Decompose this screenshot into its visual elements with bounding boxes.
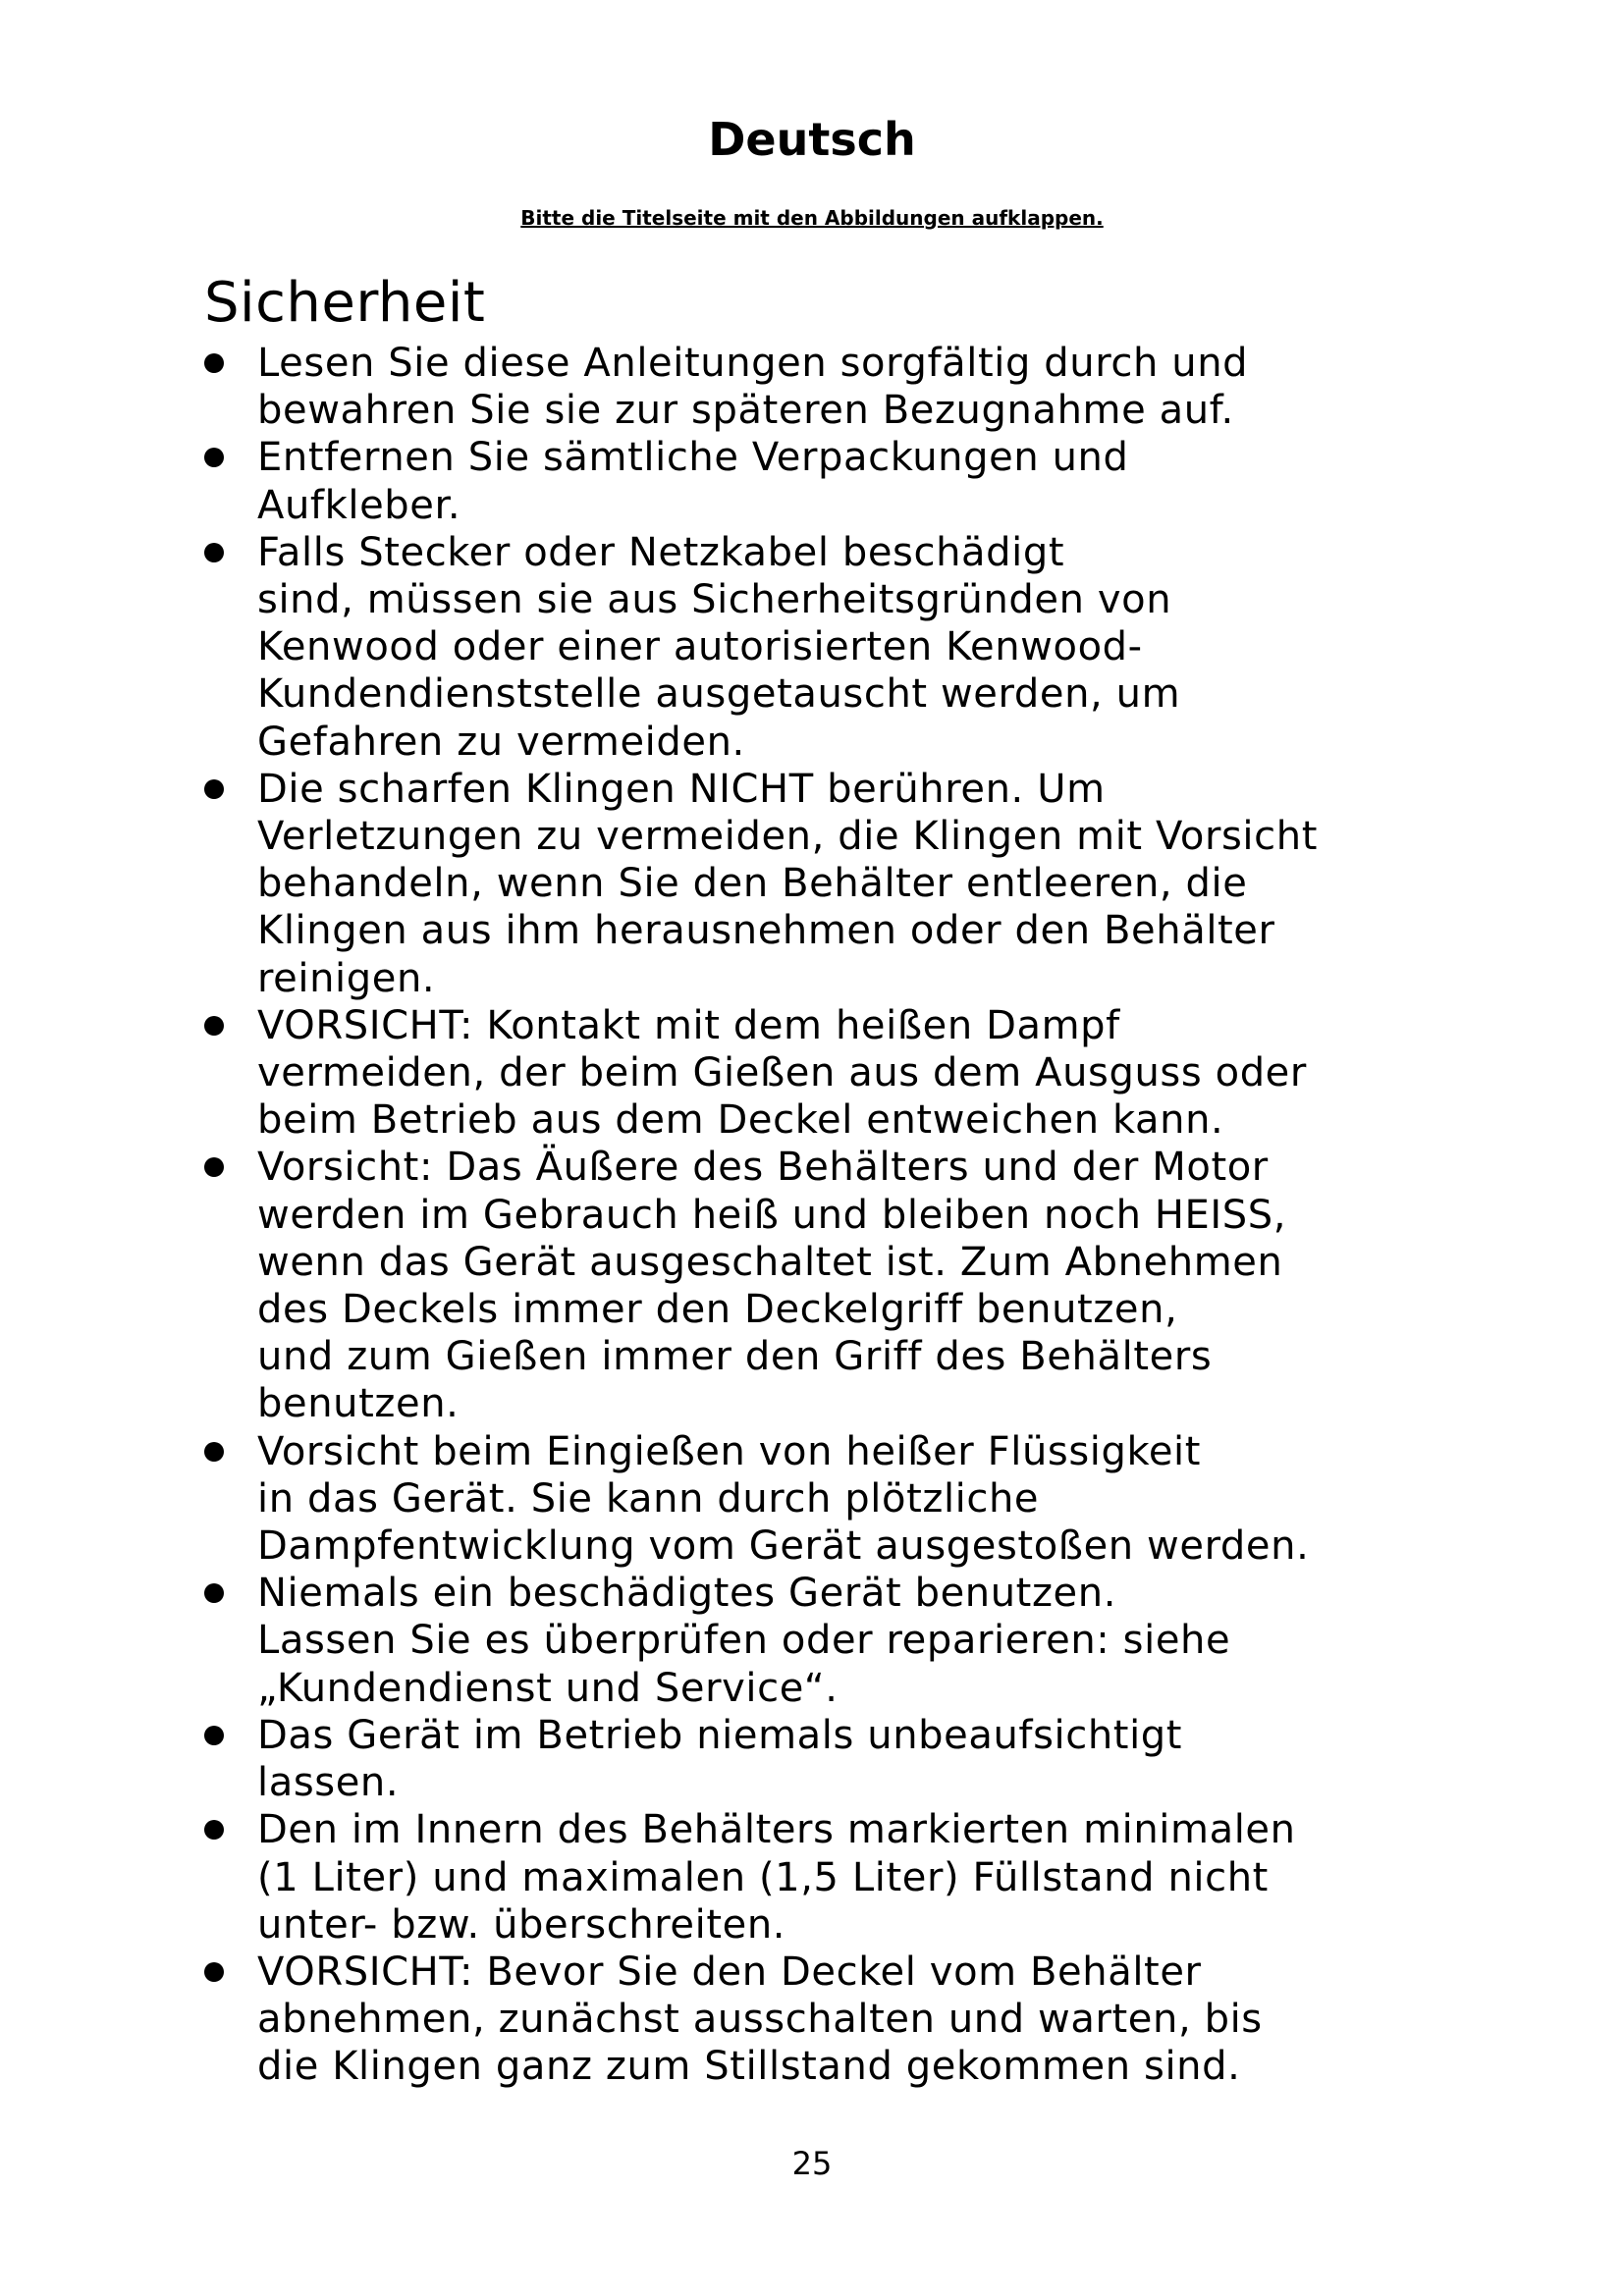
bullet-dot-icon: [204, 1726, 224, 1745]
bullet-dot-icon: [204, 1442, 224, 1462]
bullet-text-line: vermeiden, der beim Gießen aus dem Ausguss oder: [257, 1050, 1307, 1096]
bullet-text-line: wenn das Gerät ausgeschaltet ist. Zum Abnehmen: [257, 1239, 1283, 1285]
bullet-text-line: Dampfentwicklung vom Gerät ausgestoßen werden.: [257, 1523, 1310, 1570]
bullet-dot-icon: [204, 543, 224, 562]
bullet-text-line: reinigen.: [257, 955, 436, 1001]
bullet-text-line: benutzen.: [257, 1381, 460, 1427]
safety-bullet-item: [204, 1144, 1540, 1427]
bullet-text-line: (1 Liter) und maximalen (1,5 Liter) Füllstand nicht: [257, 1854, 1269, 1900]
safety-bullet-item: [204, 1712, 1540, 1806]
bullet-text-line: bewahren Sie sie zur späteren Bezugnahme auf.: [257, 388, 1234, 434]
page-number: 25: [791, 2145, 833, 2182]
bullet-dot-icon: [204, 1016, 224, 1036]
bullet-text-line: Gefahren zu vermeiden.: [257, 719, 745, 765]
bullet-text-line: Falls Stecker oder Netzkabel beschädigt: [257, 529, 1065, 575]
bullet-text-line: „Kundendienst und Service“.: [257, 1665, 839, 1711]
bullet-dot-icon: [204, 448, 224, 467]
bullet-text-line: abnehmen, zunächst ausschalten und warten, bis: [257, 1997, 1263, 2043]
bullet-dot-icon: [204, 1583, 224, 1603]
bullet-text-line: Entfernen Sie sämtliche Verpackungen und: [257, 435, 1129, 481]
bullet-text-line: lassen.: [257, 1760, 400, 1806]
safety-bullet-item: [204, 434, 1540, 528]
bullet-text-line: VORSICHT: Bevor Sie den Deckel vom Behälter: [257, 1949, 1202, 1995]
section-heading: Sicherheit: [204, 271, 486, 335]
bullet-dot-icon: [204, 1157, 224, 1177]
bullet-text-line: Die scharfen Klingen NICHT berühren. Um: [257, 766, 1106, 812]
bullet-text-line: Vorsicht beim Eingießen von heißer Flüssigkeit: [257, 1428, 1202, 1474]
bullet-text-line: die Klingen ganz zum Stillstand gekommen sind.: [257, 2044, 1241, 2090]
fold-out-note: Bitte die Titelseite mit den Abbildungen aufklappen.: [520, 206, 1104, 230]
safety-bullet-item: [204, 1570, 1540, 1712]
bullet-text-line: unter- bzw. überschreiten.: [257, 1901, 786, 1948]
bullet-text-line: Kundendienststelle ausgetauscht werden, um: [257, 671, 1181, 718]
safety-bullet-list: [204, 340, 1540, 2091]
bullet-text-line: Kenwood oder einer autorisierten Kenwood-: [257, 624, 1143, 670]
safety-bullet-item: [204, 766, 1540, 1002]
bullet-text-line: Verletzungen zu vermeiden, die Klingen mit Vorsicht: [257, 814, 1318, 860]
bullet-text-line: Aufkleber.: [257, 482, 461, 528]
safety-bullet-item: [204, 1428, 1540, 1571]
bullet-dot-icon: [204, 353, 224, 373]
bullet-text-line: des Deckels immer den Deckelgriff benutzen,: [257, 1287, 1178, 1333]
bullet-text-line: Lassen Sie es überprüfen oder reparieren: siehe: [257, 1618, 1231, 1664]
safety-bullet-item: [204, 1002, 1540, 1145]
bullet-text-line: beim Betrieb aus dem Deckel entweichen kann.: [257, 1097, 1224, 1144]
bullet-dot-icon: [204, 779, 224, 799]
bullet-text-line: VORSICHT: Kontakt mit dem heißen Dampf: [257, 1002, 1120, 1048]
language-title: Deutsch: [708, 113, 916, 166]
bullet-dot-icon: [204, 1962, 224, 1982]
safety-bullet-item: [204, 529, 1540, 766]
safety-bullet-item: [204, 1949, 1540, 2091]
bullet-text-line: Niemals ein beschädigtes Gerät benutzen.: [257, 1571, 1117, 1617]
bullet-text-line: werden im Gebrauch heiß und bleiben noch HEISS,: [257, 1192, 1287, 1238]
bullet-text-line: und zum Gießen immer den Griff des Behälters: [257, 1334, 1213, 1380]
bullet-text-line: Vorsicht: Das Äußere des Behälters und der Motor: [257, 1145, 1269, 1191]
bullet-text-line: Lesen Sie diese Anleitungen sorgfältig durch und: [257, 341, 1249, 386]
safety-bullet-item: [204, 340, 1540, 434]
bullet-text-line: sind, müssen sie aus Sicherheitsgründen von: [257, 577, 1172, 623]
bullet-text-line: in das Gerät. Sie kann durch plötzliche: [257, 1475, 1040, 1522]
bullet-text-line: behandeln, wenn Sie den Behälter entleeren, die: [257, 861, 1248, 907]
bullet-text-line: Das Gerät im Betrieb niemals unbeaufsichtigt: [257, 1712, 1183, 1758]
bullet-text-line: Klingen aus ihm herausnehmen oder den Behälter: [257, 908, 1275, 954]
bullet-text-line: Den im Innern des Behälters markierten minimalen: [257, 1807, 1296, 1853]
bullet-dot-icon: [204, 1820, 224, 1840]
safety-bullet-item: [204, 1806, 1540, 1949]
